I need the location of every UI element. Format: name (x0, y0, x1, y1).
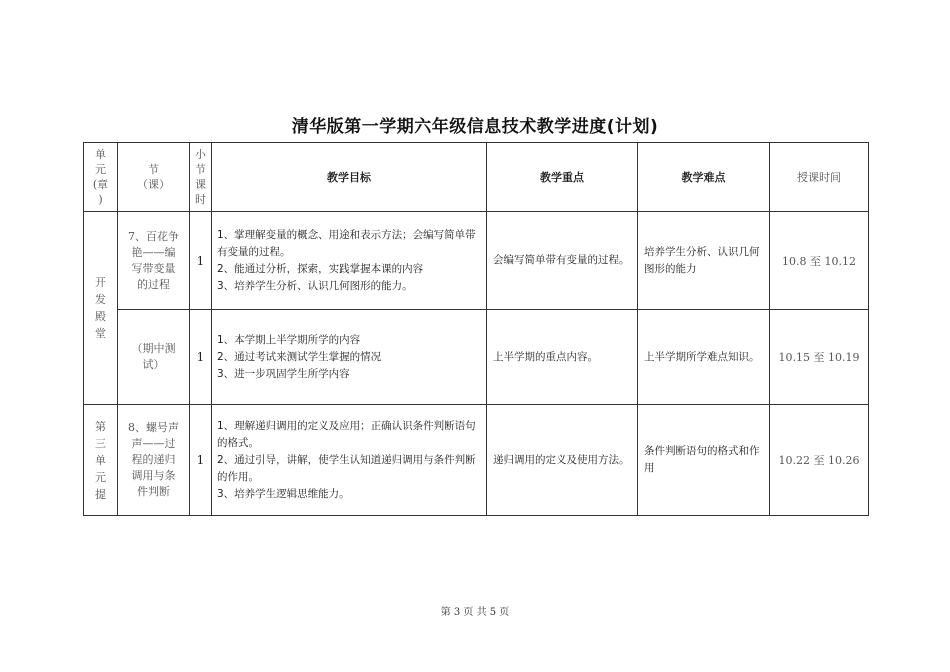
difficulties-cell: 培养学生分析、认识几何图形的能力 (638, 212, 770, 310)
goals-cell: 1、本学期上半学期所学的内容 2、通过考试来测试学生掌握的情况 3、进一步巩固学生所学内容 (212, 310, 487, 405)
hours-cell: 1 (190, 212, 212, 310)
time-cell: 10.22 至 10.26 (770, 405, 869, 516)
table-header-row (84, 143, 869, 212)
unit-cell: 开 发 殿 堂 (84, 212, 118, 405)
header-section: 节 （课） (118, 143, 190, 212)
header-key-points: 教学重点 (487, 143, 638, 212)
time-cell: 10.8 至 10.12 (770, 212, 869, 310)
header-goals: 教学目标 (212, 143, 487, 212)
table-row (84, 310, 869, 405)
goals-cell: 1、理解递归调用的定义及应用；正确认识条件判断语句的格式。 2、通过引导，讲解，使学生认知道递归调用与条件判断的作用。 3、培养学生逻辑思维能力。 (212, 405, 487, 516)
document-title: 清华版第一学期六年级信息技术教学进度(计划) (291, 117, 659, 137)
section-cell: （期中测 试） (118, 310, 190, 405)
header-hours: 小 节 课 时 (190, 143, 212, 212)
table-row (84, 212, 869, 310)
hours-cell: 1 (190, 310, 212, 405)
key-points-cell: 递归调用的定义及使用方法。 (487, 405, 638, 516)
goals-cell: 1、掌理解变量的概念、用途和表示方法；会编写简单带有变量的过程。 2、能通过分析，探索，实践掌握本课的内容 3、培养学生分析、认识几何图形的能力。 (212, 212, 487, 310)
page-footer: 第 3 页 共 5 页 (440, 607, 510, 618)
unit-cell: 第 三 单 元 提 (84, 405, 118, 516)
key-points-cell: 上半学期的重点内容。 (487, 310, 638, 405)
difficulties-cell: 条件判断语句的格式和作用 (638, 405, 770, 516)
table-row (84, 405, 869, 516)
section-cell: 7、百花争 艳——编 写带变量 的过程 (118, 212, 190, 310)
key-points-cell: 会编写简单带有变量的过程。 (487, 212, 638, 310)
difficulties-cell: 上半学期所学难点知识。 (638, 310, 770, 405)
header-difficulties: 教学难点 (638, 143, 770, 212)
hours-cell: 1 (190, 405, 212, 516)
section-cell: 8、螺号声 声——过 程的递归 调用与条 件判断 (118, 405, 190, 516)
header-time: 授课时间 (770, 143, 869, 212)
header-unit: 单 元 (章 ) (84, 143, 118, 212)
time-cell: 10.15 至 10.19 (770, 310, 869, 405)
schedule-table (83, 142, 869, 516)
